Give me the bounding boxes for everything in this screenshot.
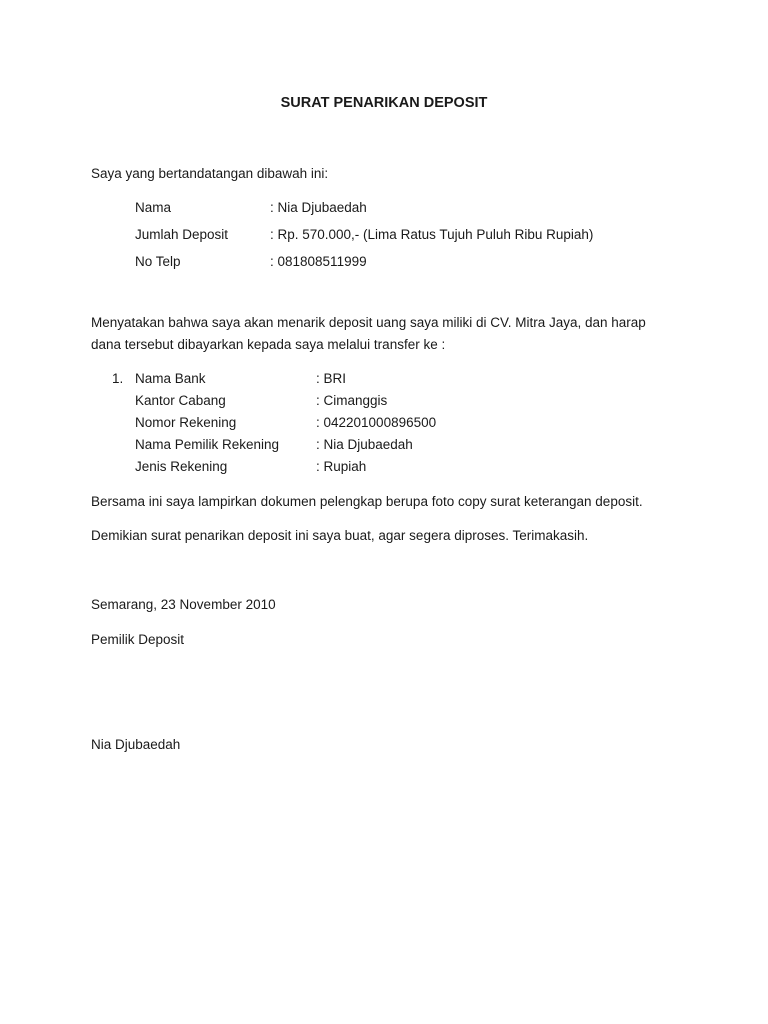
bank-value-jenis-rekening: : Rupiah <box>316 459 367 474</box>
bank-value-nama-pemilik: : Nia Djubaedah <box>316 437 413 452</box>
bank-label-jenis-rekening: Jenis Rekening <box>135 459 228 474</box>
bank-value-nomor-rekening: : 042201000896500 <box>316 415 437 430</box>
identity-label-jumlah-deposit: Jumlah Deposit <box>135 227 229 242</box>
identity-label-no-telp: No Telp <box>135 254 181 269</box>
place-date: Semarang, 23 November 2010 <box>91 597 276 612</box>
signer-role: Pemilik Deposit <box>91 632 185 647</box>
attachment-text: Bersama ini saya lampirkan dokumen pelengkap berupa foto copy surat keterangan deposit. <box>91 494 643 509</box>
bank-label-kantor-cabang: Kantor Cabang <box>135 393 226 408</box>
signer-name: Nia Djubaedah <box>91 737 181 752</box>
bank-label-nama-pemilik: Nama Pemilik Rekening <box>135 437 280 452</box>
bank-list-number: 1. <box>112 371 124 386</box>
identity-label-nama: Nama <box>135 200 172 215</box>
identity-value-no-telp: : 081808511999 <box>270 254 367 269</box>
bank-value-nama-bank: : BRI <box>316 371 347 386</box>
intro-text: Saya yang bertandatangan dibawah ini: <box>91 166 329 181</box>
document-title: SURAT PENARIKAN DEPOSIT <box>280 95 488 111</box>
identity-value-jumlah-deposit: : Rp. 570.000,- (Lima Ratus Tujuh Puluh Ribu Rupiah) <box>270 227 594 242</box>
identity-value-nama: : Nia Djubaedah <box>270 200 367 215</box>
bank-label-nomor-rekening: Nomor Rekening <box>135 415 237 430</box>
bank-label-nama-bank: Nama Bank <box>135 371 206 386</box>
bank-value-kantor-cabang: : Cimanggis <box>316 393 388 408</box>
statement-line-1: Menyatakan bahwa saya akan menarik deposit uang saya miliki di CV. Mitra Jaya, dan harap <box>91 315 646 330</box>
statement-line-2: dana tersebut dibayarkan kepada saya melalui transfer ke : <box>91 337 446 352</box>
closing-text: Demikian surat penarikan deposit ini saya buat, agar segera diproses. Terimakasih. <box>91 528 589 543</box>
